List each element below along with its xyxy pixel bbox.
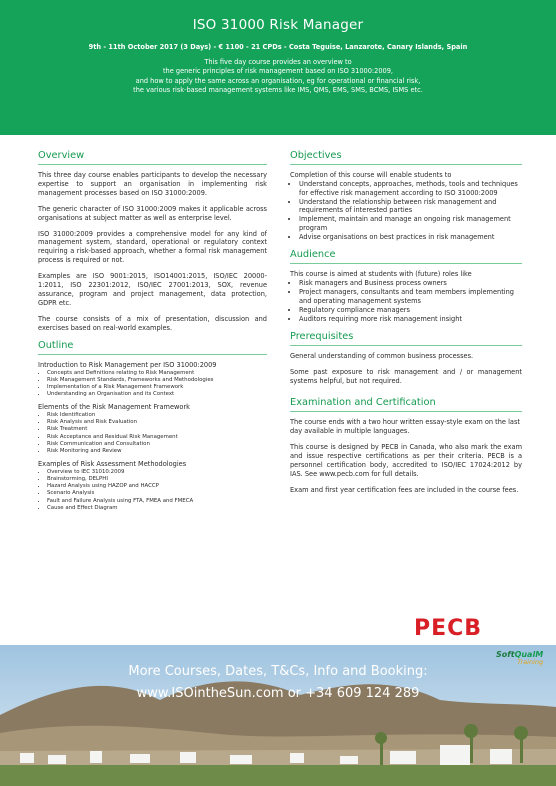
outline-section-title: Examples of Risk Assessment Methodologies [38,459,187,468]
overview-paragraph: Examples are ISO 9001:2015, ISO14001:2015, ISO/IEC 20000-1:2011, ISO 22301:2012, ISO/IEC 27001:2013, SOX, revenue assurance, program and project management, data protection, GDPR etc. [38,272,267,307]
course-description [0,58,556,96]
description-line: and how to apply the same across an organisation, eg for operational or financial risk, [135,76,421,85]
outline-list [38,469,267,513]
description-line: This five day course provides an overview to [204,58,352,66]
list-item: • Understand the relationship between risk management and requirements of interested parties [299,198,522,216]
objectives-intro: Completion of this course will enable students to [290,171,452,179]
pecb-logo-text: PECB [414,616,483,641]
list-item: • Advise organisations on best practices in risk management [299,233,522,242]
overview-heading: Overview [38,150,267,165]
objectives-list [290,180,522,242]
overview-paragraph: The generic character of ISO 31000:2009 makes it applicable across organisations at subject matter as well as enterprise level. [38,204,267,222]
list-item: • Risk managers and Business process owners [299,279,522,288]
exam-paragraph: The course ends with a two hour written essay-style exam on the last day available in multiple languages. [290,418,520,435]
overview-paragraph: The course consists of a mix of presentation, discussion and exercises based on real-world examples. [38,314,267,332]
list-item: • Risk Communication and Consultation [47,441,267,448]
list-item: • Brainstorming, DELPHI [47,476,267,483]
list-item: • Cause and Effect Diagram [47,505,267,512]
objectives-heading: Objectives [290,150,522,165]
overview-paragraph: This three day course enables participants to develop the necessary expertise to support an organisation in implementing risk management processes based on ISO 31000:2009. [38,171,267,197]
overview-paragraph: ISO 31000:2009 provides a comprehensive model for any kind of management system, standard, operational or regulatory context requiring a risk-based approach, whether a formal risk management process is required or not. [38,229,267,265]
left-column [38,150,267,516]
description-line: the generic principles of risk management based on ISO 31000:2009, [162,67,394,76]
list-item: • Overview to IEC 31010:2009 [47,469,267,476]
list-item: • Project managers, consultants and team members implementing and operating management systems [299,288,522,306]
list-item: • Fault and Failure Analysis using FTA, FMEA and FMECA [47,498,267,505]
course-subtitle: 9th - 11th October 2017 (3 Days) - € 1100 - 21 CPDs - Costa Teguise, Lanzarote, Canary Islands, Spain [88,43,468,51]
prerequisites-heading: Prerequisites [290,331,522,346]
list-item: • Risk Management Standards, Frameworks and Methodologies [47,377,267,384]
brand-part: Soft [496,650,515,659]
list-item: • Auditors requiring more risk management insight [299,315,522,324]
list-item: • Understand concepts, approaches, methods, tools and techniques for effective risk management according to ISO 31000:2009 [299,180,522,198]
outline-section-title: Elements of the Risk Management Framework [38,402,190,411]
list-item: • Risk Analysis and Risk Evaluation [47,419,267,426]
list-item: • Implementation of a Risk Management Framework [47,384,267,391]
prerequisites-paragraph: General understanding of common business processes. [290,352,474,361]
contact-line[interactable]: www.ISOintheSun.com or +34 609 124 289 [136,686,420,701]
list-item: • Regulatory compliance managers [299,306,522,315]
list-item: • Risk Identification [47,412,267,419]
list-item: • Hazard Analysis using HAZOP and HACCP [47,483,267,490]
exam-paragraph: Exam and first year certification fees are included in the course fees. [290,485,519,494]
brand-part: QualM [514,650,544,659]
list-item: • Risk Acceptance and Residual Risk Management [47,434,267,441]
audience-heading: Audience [290,249,522,264]
list-item: • Understanding an Organisation and its Context [47,391,267,398]
audience-intro: This course is aimed at students with (future) roles like [290,270,472,279]
description-line: the various risk-based management systems like IMS, QMS, EMS, SMS, BCMS, ISMS etc. [133,86,423,95]
list-item: • Risk Treatment [47,426,267,433]
audience-list [290,279,522,323]
header-banner [0,0,556,135]
outline-section-title: Introduction to Risk Management per ISO 31000:2009 [38,360,217,369]
outline-heading: Outline [38,340,267,355]
exam-paragraph: This course is designed by PECB in Canada, who also mark the exam and issue respective certifications as per their criteria. PECB is a personnel certification body, accredited to ISO/IEC 17024:2012 by IAS. See www.pecb.com for full details. [290,442,522,478]
list-item: • Implement, maintain and manage an ongoing risk management program [299,215,522,233]
booking-info-line: More Courses, Dates, T&Cs, Info and Booking: [128,664,428,679]
exam-heading: Examination and Certification [290,397,522,412]
outline-list [38,370,267,399]
prerequisites-paragraph: Some past exposure to risk management and / or management systems helpful, but not required. [290,368,522,386]
right-column [290,150,522,501]
list-item: • Scenario Analysis [47,490,267,497]
list-item: • Risk Monitoring and Review [47,448,267,455]
outline-list [38,412,267,456]
course-title: ISO 31000 Risk Manager [192,17,364,33]
brand-training: Training [517,658,544,666]
list-item: • Concepts and Definitions relating to Risk Management [47,370,267,377]
pecb-logo [414,616,482,641]
